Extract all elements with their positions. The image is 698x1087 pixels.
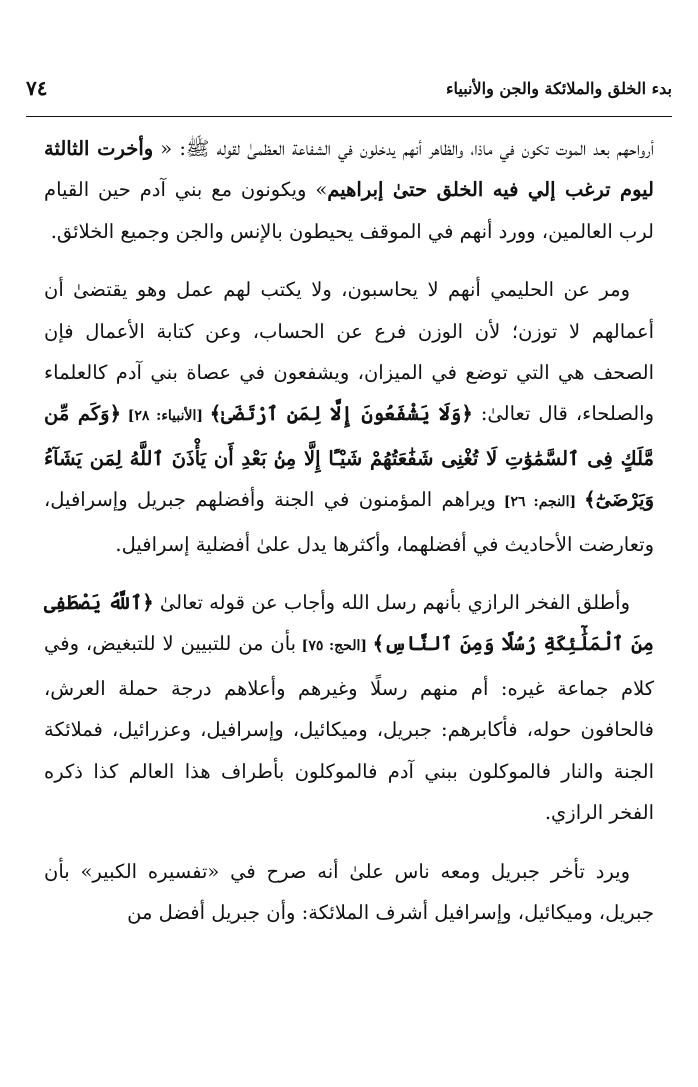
page-header	[26, 68, 672, 108]
paragraph-4	[44, 851, 654, 934]
quran-open-bracket: ﴿	[109, 402, 122, 426]
hadith-quote: وأخرت الثالثة ليوم ترغب إلي فيه الخلق حتىٰ إبراهيم	[44, 137, 654, 202]
quran-close-bracket: ﴾	[209, 402, 222, 426]
header-rule	[26, 116, 672, 117]
paragraph-text: » ويكونون مع بني آدم حين القيام لرب العالمين، وورد أنهم في الموقف يحيطون بالإنس والجن وجميع الخلائق.	[44, 178, 654, 243]
quran-close-bracket: ﴾	[372, 632, 385, 656]
quran-verse: ٱللَّهُ يَصْطَفِى مِنَ ٱلْمَلَٰٓئِكَةِ رُسُلًا وَمِنَ ٱلنَّاسِ	[44, 591, 654, 656]
page-body	[44, 128, 654, 950]
page-number: ٧٤	[26, 76, 48, 100]
paragraph-text: ومر عن الحليمي أنهم لا يحاسبون، ولا يكتب لهم عمل وهو يقتضىٰ أن أعمالهم لا توزن؛ لأن الوزن فرع عن الحساب، وعن كتابة الأعمال فإن الصحف هي التي توضع في الميزان، ويشفعون في عصاة بني آدم كالعلماء والصلحاء، قال تعالىٰ:	[44, 278, 655, 426]
quran-open-bracket: ﴿	[461, 402, 473, 426]
paragraph-2	[44, 269, 654, 565]
quran-verse: وَلَا يَشْفَعُونَ إِلَّا لِمَنِ ٱرْتَضَىٰ	[221, 402, 462, 426]
quran-open-bracket: ﴿	[142, 591, 154, 615]
paragraph-1	[44, 128, 654, 252]
verse-reference: [الأنبياء: ٢٨]	[121, 408, 210, 425]
quran-close-bracket: ﴾	[584, 488, 596, 512]
paragraph-text: أرواحهم بعد الموت تكون في ماذا، والظاهر أنهم يدخلون في الشفاعة العظمىٰ لقوله ﷺ: «	[153, 137, 654, 160]
paragraph-3	[44, 582, 654, 833]
paragraph-text: وأطلق الفخر الرازي بأنهم رسل الله وأجاب عن قوله تعالىٰ	[153, 591, 630, 615]
paragraph-text: ويرد تأخر جبريل ومعه ناس علىٰ أنه صرح في «تفسيره الكبير» بأن جبريل، وميكائيل، وإسرافيل أشرف الملائكة: وأن جبريل أفضل من	[44, 859, 654, 924]
paragraph-text: بأن من للتبيين لا للتبغيض، وفي كلام جماعة غيره: أم منهم رسلًا وغيرهم وأعلاهم درجة حملة العرش، فالحافون حوله، فأكابرهم: جبريل، وميكائيل، وإسرافيل، وعزرائيل، فملائكة الجنة والنار فالموكلون ببني آدم فالموكلون بأطراف هذا العالم كذا ذكره الفخر الرازي.	[44, 632, 654, 825]
quran-verse: وَكَم مِّن مَّلَكٍ فِى ٱلسَّمَٰوَٰتِ لَا تُغْنِى شَفَٰعَتُهُمْ شَيْـًٔا إِلَّا مِنۢ بَعْدِ أَن يَأْذَنَ ٱللَّهُ لِمَن يَشَآءُ وَيَرْضَىٰٓ	[44, 402, 654, 512]
paragraph-text: ويراهم المؤمنون في الجنة وأفضلهم جبريل وإسرافيل، وتعارضت الأحاديث في أفضلهما، وأكثرها يدل علىٰ أفضلية إسرافيل.	[44, 488, 654, 556]
verse-reference: [الحج: ٧٥]	[296, 638, 373, 655]
verse-reference: [النجم: ٢٦]	[495, 494, 585, 511]
running-title: بدء الخلق والملائكة والجن والأنبياء	[445, 78, 672, 98]
